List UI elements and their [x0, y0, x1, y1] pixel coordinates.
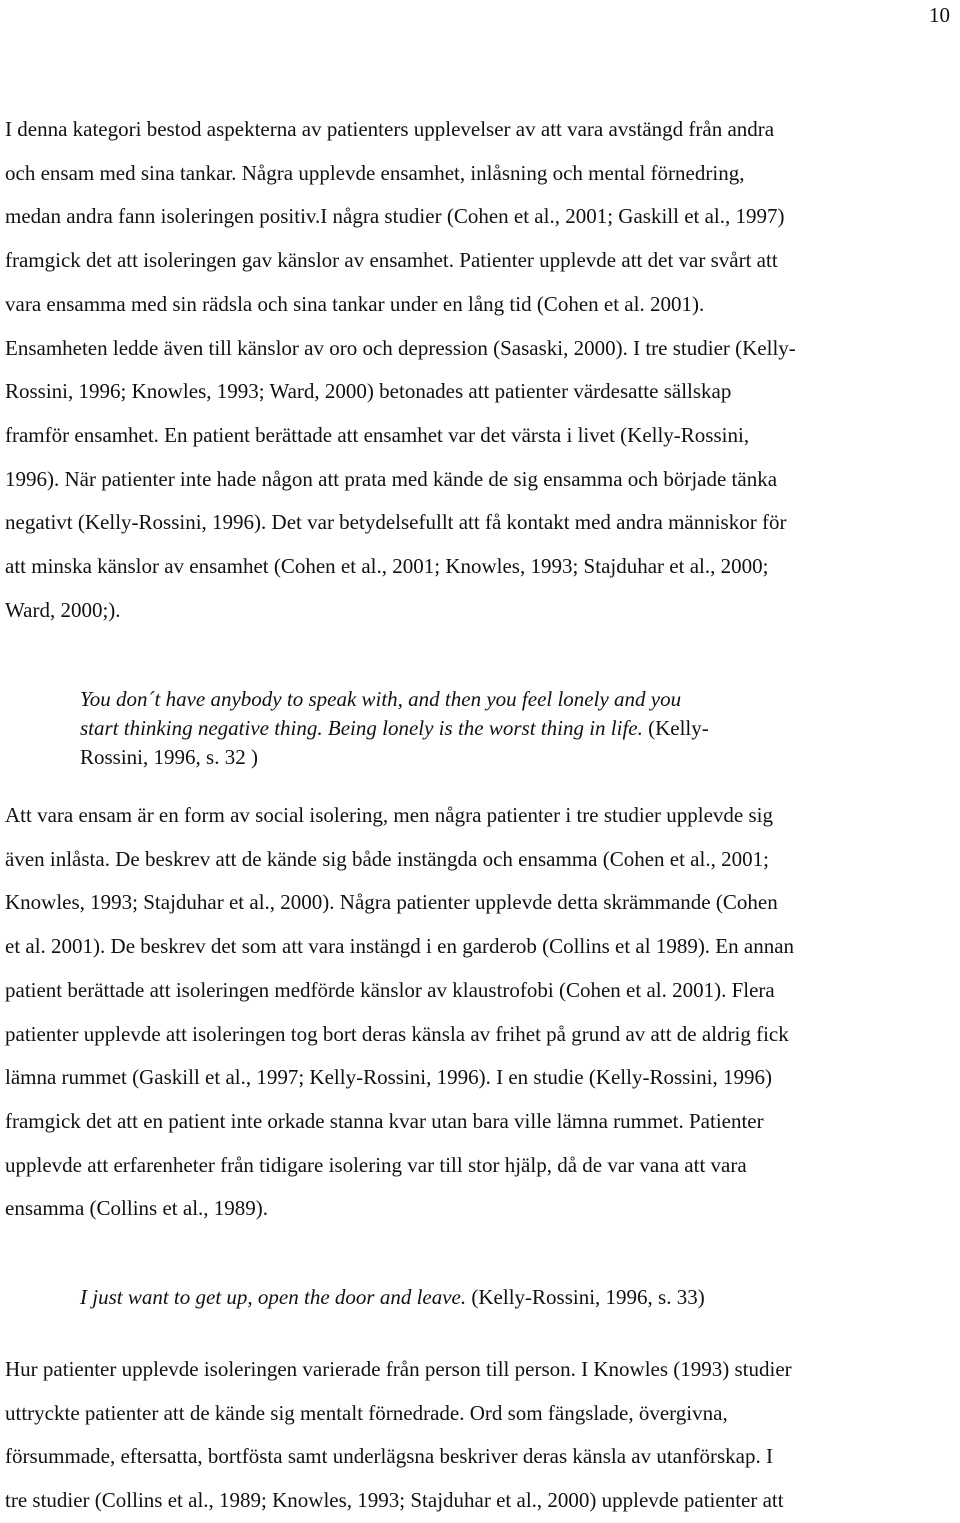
quote-italic-text: start thinking negative thing. Being lonely is the worst thing in life.	[80, 716, 643, 740]
text-line: upplevde att erfarenheter från tidigare isolering var till stor hjälp, då de var vana att vara	[5, 1152, 747, 1177]
paragraph-isolation-loneliness	[5, 108, 955, 632]
text-line: vara ensamma med sin rädsla och sina tankar under en lång tid (Cohen et al. 2001).	[5, 291, 705, 316]
text-line: Att vara ensam är en form av social isolering, men några patienter i tre studier upplevde sig	[5, 803, 773, 827]
text-line: patienter upplevde att isoleringen tog bort deras känsla av frihet på grund av att de aldrig fick	[5, 1021, 789, 1046]
text-line: Knowles, 1993; Stajduhar et al., 2000). Några patienter upplevde detta skrämmande (Cohen	[5, 890, 778, 915]
text-line: patient berättade att isoleringen medförde känslor av klaustrofobi (Cohen et al. 2001). Flera	[5, 977, 775, 1002]
quote-citation-text: (Kelly-	[642, 716, 709, 740]
text-line: tre studier (Collins et al., 1989; Knowles, 1993; Stajduhar et al., 2000) upplevde patienter att	[5, 1488, 784, 1513]
text-line: uttryckte patienter att de kände sig mentalt förnedrade. Ord som fängslade, övergivna,	[5, 1400, 728, 1425]
text-line: Ward, 2000;).	[5, 597, 121, 622]
block-quote-lonely	[80, 685, 940, 772]
quote-line	[80, 714, 940, 743]
text-line: framgick det att isoleringen gav känslor av ensamhet. Patienter upplevde att det var svårt att	[5, 248, 778, 273]
text-line: lämna rummet (Gaskill et al., 1997; Kelly-Rossini, 1996). I en studie (Kelly-Rossini, 1996)	[5, 1065, 772, 1090]
text-line: medan andra fann isoleringen positiv.I några studier (Cohen et al., 2001; Gaskill et al., 1997)	[5, 204, 785, 229]
block-quote-leave	[80, 1283, 940, 1312]
text-line: Hur patienter upplevde isoleringen varierade från person till person. I Knowles (1993) studier	[5, 1357, 792, 1381]
quote-italic-text: I just want to get up, open the door and leave.	[80, 1285, 467, 1309]
text-line: försummade, eftersatta, bortfösta samt underlägsna beskriver deras känsla av utanförskap. I	[5, 1444, 773, 1469]
text-line: negativt (Kelly-Rossini, 1996). Det var betydelsefullt att få kontakt med andra människor för	[5, 510, 787, 535]
text-line: att minska känslor av ensamhet (Cohen et al., 2001; Knowles, 1993; Stajduhar et al., 2000;	[5, 554, 769, 579]
quote-line	[80, 685, 940, 714]
text-line: Rossini, 1996; Knowles, 1993; Ward, 2000) betonades att patienter värdesatte sällskap	[5, 379, 732, 404]
text-line: framför ensamhet. En patient berättade att ensamhet var det värsta i livet (Kelly-Rossini,	[5, 422, 750, 447]
quote-citation-text: (Kelly-Rossini, 1996, s. 33)	[466, 1285, 705, 1309]
quote-line	[80, 1283, 940, 1312]
text-line: I denna kategori bestod aspekterna av patienters upplevelser av att vara avstängd från andra	[5, 117, 775, 141]
paragraph-locked-in	[5, 794, 955, 1231]
text-line: 1996). När patienter inte hade någon att prata med kände de sig ensamma och började tänka	[5, 466, 778, 491]
text-line: framgick det att en patient inte orkade stanna kvar utan bara ville lämna rummet. Patienter	[5, 1108, 764, 1133]
text-line: även inlåsta. De beskrev att de kände sig både instängda och ensamma (Cohen et al., 2001;	[5, 846, 769, 871]
quote-citation-text: Rossini, 1996, s. 32 )	[80, 745, 258, 769]
text-line: et al. 2001). De beskrev det som att vara instängd i en garderob (Collins et al 1989). En annan	[5, 934, 795, 959]
quote-line	[80, 743, 940, 772]
page-number: 10	[929, 3, 950, 27]
text-line: ensamma (Collins et al., 1989).	[5, 1196, 269, 1221]
quote-italic-text: You don´t have anybody to speak with, and then you feel lonely and you	[80, 687, 682, 711]
paragraph-degraded	[5, 1348, 955, 1523]
text-line: och ensam med sina tankar. Några upplevde ensamhet, inlåsning och mental förnedring,	[5, 160, 745, 185]
text-line: Ensamheten ledde även till känslor av oro och depression (Sasaski, 2000). I tre studier (Kelly-	[5, 335, 796, 360]
